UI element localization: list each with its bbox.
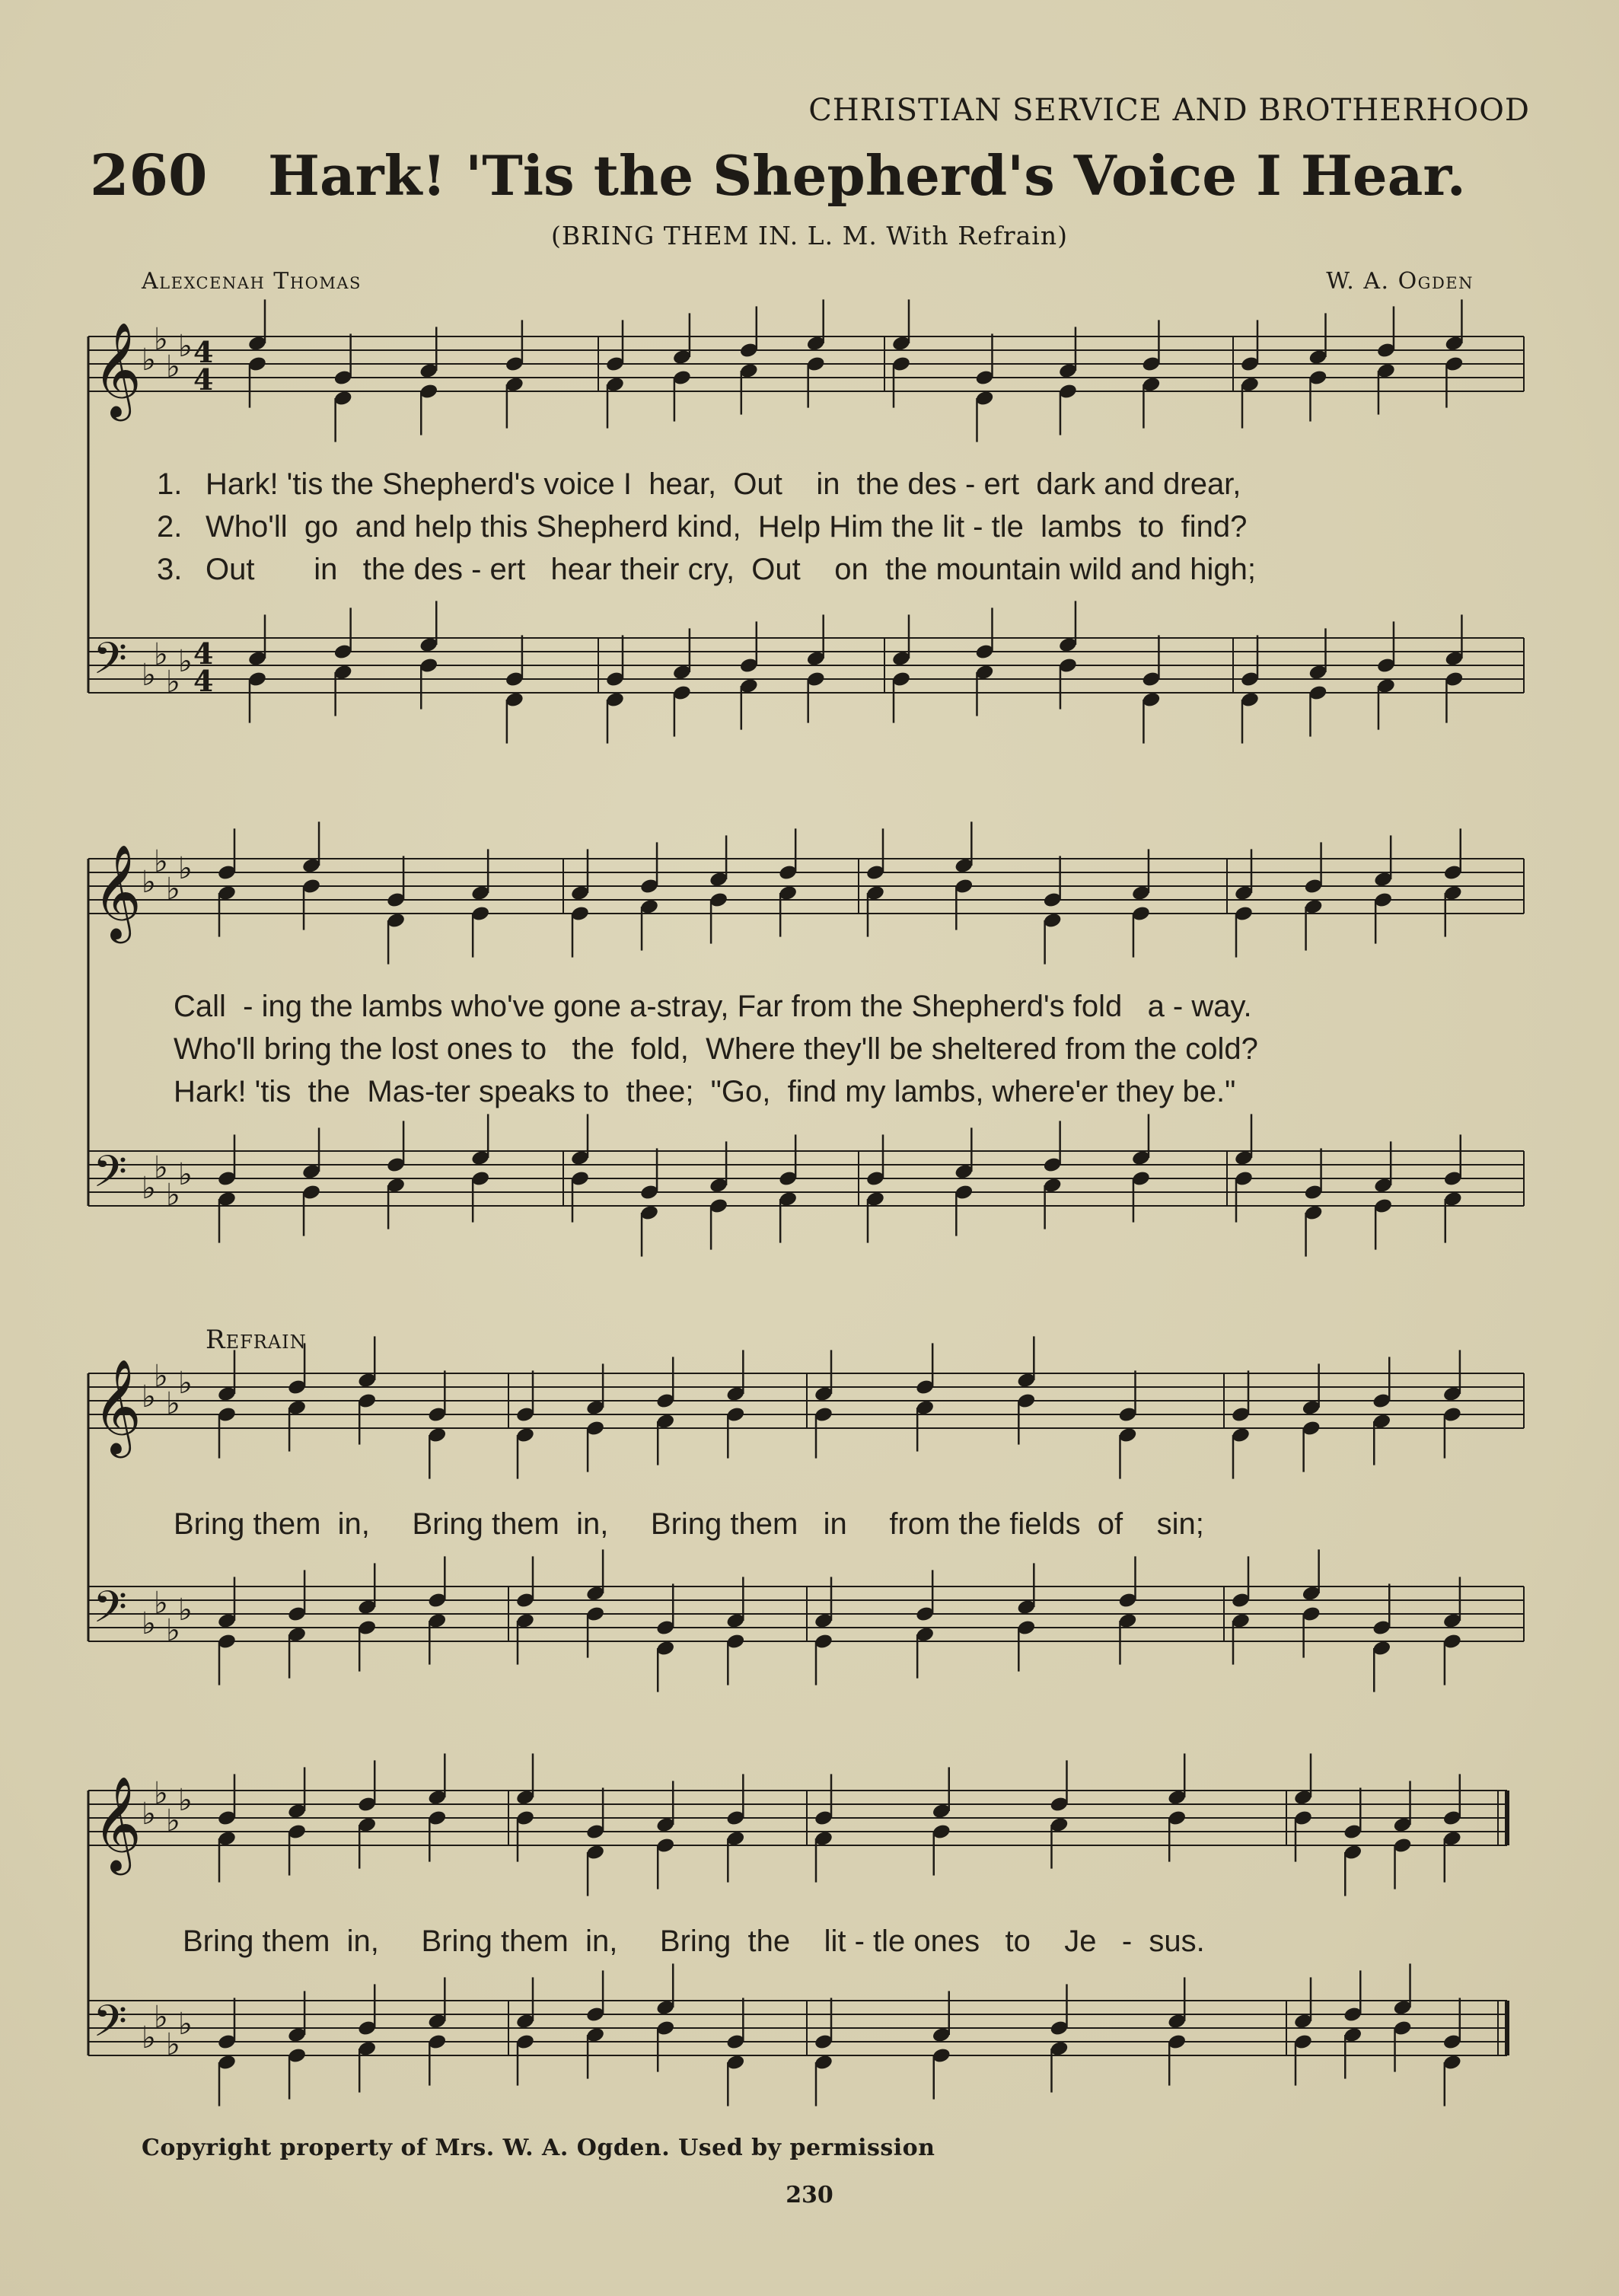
flat-sign-icon: ♭ [142,658,156,693]
flat-sign-icon: ♭ [142,1171,156,1206]
verse-number-1: 1. [157,467,183,501]
flat-sign-icon: ♭ [154,1359,168,1394]
flat-sign-icon: ♭ [154,1150,168,1185]
section-header: CHRISTIAN SERVICE AND BROTHERHOOD [808,93,1530,128]
lyric-line-verse1-sys2: Call - ing the lambs who've gone a-stray, Far from the Shepherd's fold a - way. [174,990,1252,1023]
time-signature-digit: 4 [193,362,214,397]
flat-sign-icon: ♭ [178,1366,193,1401]
hymn-number: 260 [90,143,208,209]
flat-sign-icon: ♭ [154,322,168,357]
bass-clef-icon: 𝄢 [93,1146,128,1208]
verse-number-3: 3. [157,553,183,586]
hymn-title: Hark! 'Tis the Shepherd's Voice I Hear. [268,143,1466,208]
composer-credit: W. A. Ogden [1326,268,1474,295]
refrain-lyric-line-1: Bring them in, Bring them in, Bring them in from the fields of sin; [174,1507,1204,1541]
flat-sign-icon: ♭ [178,1783,193,1818]
lyric-line-verse1-sys1: Hark! 'tis the Shepherd's voice I hear, Out in the des - ert dark and drear, [206,467,1241,501]
tune-name: (BRING THEM IN. L. M. With Refrain) [551,221,1068,250]
flat-sign-icon: ♭ [166,872,180,907]
lyric-line-verse3-sys1: Out in the des - ert hear their cry, Out on the mountain wild and high; [206,553,1256,586]
treble-clef-icon: 𝄞 [93,322,142,417]
flat-sign-icon: ♭ [142,1797,156,1832]
flat-sign-icon: ♭ [142,343,156,378]
treble-clef-icon: 𝄞 [93,1776,142,1871]
flat-sign-icon: ♭ [166,1386,180,1421]
flat-sign-icon: ♭ [142,1379,156,1414]
verse-number-2: 2. [157,510,183,544]
refrain-label: Refrain [206,1325,307,1355]
flat-sign-icon: ♭ [178,329,193,364]
flat-sign-icon: ♭ [142,865,156,900]
flat-sign-icon: ♭ [166,1178,180,1213]
bass-clef-icon: 𝄢 [93,633,128,695]
flat-sign-icon: ♭ [166,665,180,700]
copyright-notice: Copyright property of Mrs. W. A. Ogden. Used by permission [142,2135,935,2161]
page-number: 230 [786,2182,833,2208]
lyricist-credit: Alexcenah Thomas [142,268,362,295]
treble-clef-icon: 𝄞 [93,844,142,939]
flat-sign-icon: ♭ [166,1613,180,1648]
flat-sign-icon: ♭ [178,2007,193,2042]
flat-sign-icon: ♭ [142,1606,156,1641]
flat-sign-icon: ♭ [154,637,168,672]
flat-sign-icon: ♭ [154,2000,168,2035]
flat-sign-icon: ♭ [154,844,168,879]
treble-clef-icon: 𝄞 [93,1359,142,1454]
bass-clef-icon: 𝄢 [93,1581,128,1644]
lyric-line-verse2-sys1: Who'll go and help this Shepherd kind, Help Him the lit - tle lambs to find? [206,510,1248,544]
flat-sign-icon: ♭ [178,1157,193,1192]
bass-clef-icon: 𝄢 [93,1995,128,2058]
time-signature-digit: 4 [193,664,214,698]
lyric-line-verse2-sys2: Who'll bring the lost ones to the fold, Where they'll be sheltered from the cold? [174,1032,1258,1066]
refrain-lyric-line-2: Bring them in, Bring them in, Bring the lit - tle ones to Je - sus. [183,1924,1205,1958]
lyric-line-verse3-sys2: Hark! 'tis the Mas-ter speaks to thee; "Go, find my lambs, where'er they be." [174,1075,1236,1108]
flat-sign-icon: ♭ [178,851,193,886]
flat-sign-icon: ♭ [142,2020,156,2055]
flat-sign-icon: ♭ [154,1586,168,1621]
time-signature-digit: 4 [193,335,214,369]
flat-sign-icon: ♭ [154,1776,168,1811]
flat-sign-icon: ♭ [166,2027,180,2062]
flat-sign-icon: ♭ [166,349,180,384]
flat-sign-icon: ♭ [178,1593,193,1628]
flat-sign-icon: ♭ [178,644,193,679]
flat-sign-icon: ♭ [166,1803,180,1838]
time-signature-digit: 4 [193,636,214,671]
